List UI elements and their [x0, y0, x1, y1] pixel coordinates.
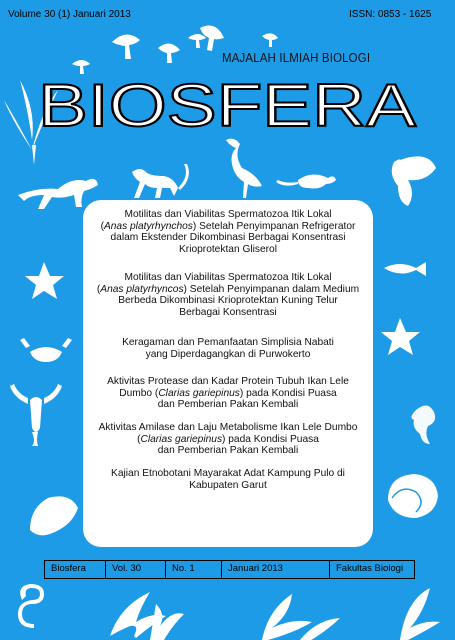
- article-entry: [92, 337, 364, 360]
- article-text: Krioprotektan Gliserol: [179, 243, 277, 255]
- species-name: Clarias gariepinus: [140, 433, 223, 445]
- article-text: Keragaman dan Pemanfaatan Simplisia Nabati: [122, 337, 334, 348]
- article-line: [92, 445, 364, 457]
- article-text: ) Setelah Penyimpanan Refrigerator: [192, 220, 356, 232]
- article-text: Kabupaten Garut: [189, 479, 267, 491]
- article-line: [92, 388, 364, 400]
- journal-subtitle: MAJALAH ILMIAH BIOLOGI: [222, 50, 371, 65]
- footer-journal: Biosfera: [45, 561, 106, 578]
- article-entry: [92, 422, 364, 457]
- article-line: [92, 244, 364, 256]
- article-text: dan Pemberian Pakan Kembali: [157, 399, 299, 411]
- journal-title: BIOSFERA: [38, 72, 416, 139]
- volume-line: Volume 30 (1) Januari 2013: [8, 9, 131, 20]
- article-text: (: [137, 433, 141, 445]
- article-text: dalam Ekstender Dikombinasi Berbagai Konsentrasi: [110, 232, 346, 244]
- article-text: Motilitas dan Viabilitas Spermatozoa Itik Lokal: [124, 272, 332, 283]
- article-line: [92, 209, 364, 221]
- article-line: [92, 434, 364, 446]
- issn: ISSN: 0853 - 1625: [349, 9, 432, 20]
- footer-bar: [44, 560, 415, 579]
- article-entry: [92, 376, 364, 411]
- article-text: (: [100, 220, 104, 232]
- species-name: Anas platyrhynchos: [103, 220, 193, 232]
- article-line: [92, 468, 364, 480]
- article-text: Motilitas dan Viabilitas Spermatozoa Itik Lokal: [124, 209, 332, 220]
- article-text: ) Setelah Penyimpanan dalam Medium: [183, 283, 360, 295]
- article-text: yang Diperdagangkan di Purwokerto: [145, 348, 311, 360]
- article-line: [92, 422, 364, 434]
- article-line: [92, 272, 364, 284]
- article-entry: [92, 209, 364, 255]
- article-line: [92, 480, 364, 492]
- article-line: [92, 376, 364, 388]
- article-entry: [92, 468, 364, 491]
- article-text: Aktivitas Protease dan Kadar Protein Tubuh Ikan Lele: [107, 376, 349, 387]
- article-line: [92, 221, 364, 233]
- footer-volume: Vol. 30: [106, 561, 166, 578]
- article-text: ) pada Kondisi Puasa: [222, 433, 319, 445]
- article-line: [92, 399, 364, 411]
- article-line: [92, 307, 364, 319]
- species-name: Anas platyrhyncos: [100, 283, 184, 295]
- article-line: [92, 337, 364, 349]
- article-line: [92, 349, 364, 361]
- footer-date: Januari 2013: [222, 561, 330, 578]
- article-entry: [92, 272, 364, 318]
- article-text: Aktivitas Amilase dan Laju Metabolisme Ikan Lele Dumbo: [98, 422, 358, 433]
- article-text: Berbeda Dikombinasi Krioprotektan Kuning Telur: [118, 295, 338, 307]
- footer-faculty: Fakultas Biologi: [336, 563, 404, 574]
- article-text: Kajian Etnobotani Mayarakat Adat Kampung Pulo di: [111, 468, 345, 479]
- article-text: Berbagai Konsentrasi: [179, 306, 277, 318]
- footer-number: No. 1: [166, 561, 222, 578]
- article-line: [92, 295, 364, 307]
- article-text: dan Pemberian Pakan Kembali: [157, 445, 299, 457]
- species-name: Clarias gariepinus: [158, 387, 240, 399]
- article-text: Dumbo (: [119, 387, 159, 399]
- article-line: [92, 284, 364, 296]
- article-text: ) pada Kondisi Puasa: [239, 387, 337, 399]
- article-line: [92, 232, 364, 244]
- article-text: (: [96, 283, 101, 295]
